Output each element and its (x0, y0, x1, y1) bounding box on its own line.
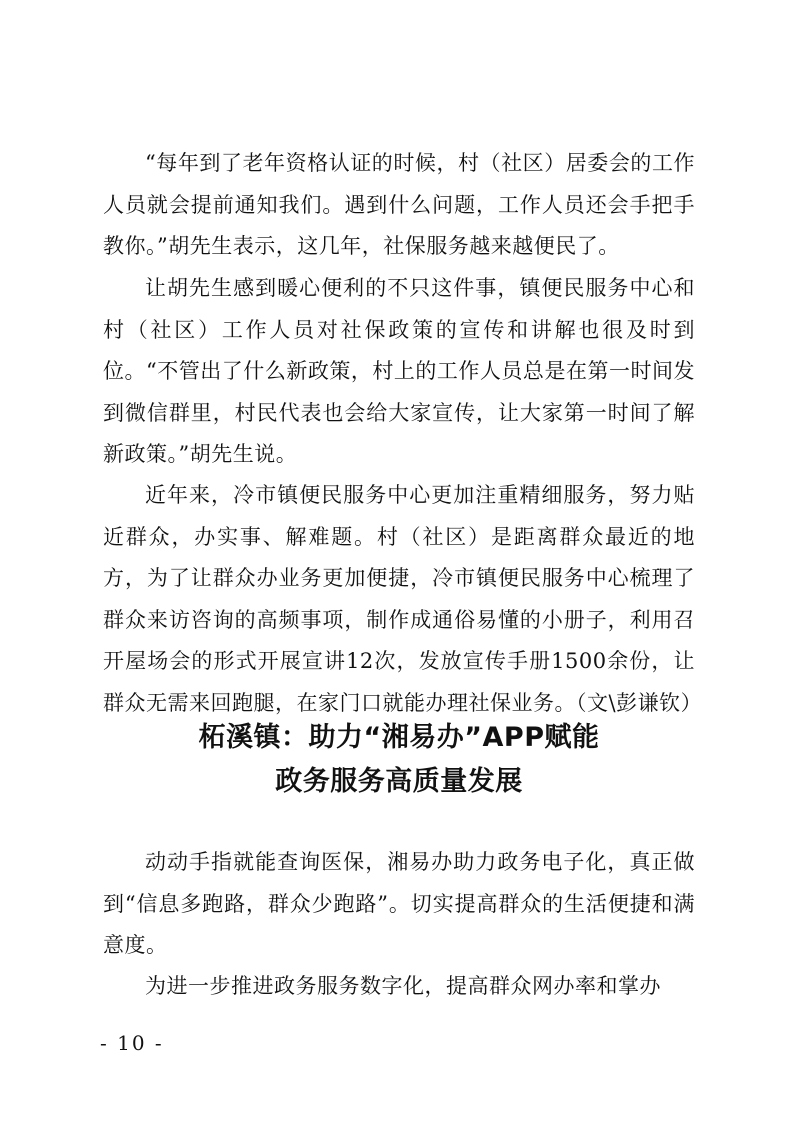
paragraph-policy-publicity: 让胡先生感到暖心便利的不只这件事，镇便民服务中心和村（社区）工作人员对社保政策的宣传和讲解也很及时到位。“不管出了什么新政策，村上的工作人员总是在第一时间发到微信群里，村民代表也会给大家宣传，让大家第一时间了解新政策。”胡先生说。 (103, 276, 695, 466)
paragraph-app-intro: 动动手指就能查询医保，湘易办助力政务电子化，真正做到“信息多跑路，群众少跑路”。切实提高群众的生活便捷和满意度。 (103, 850, 695, 957)
section-heading-line2: 政务服务高质量发展 (275, 766, 523, 797)
paragraph-certification-notice: “每年到了老年资格认证的时候，村（社区）居委会的工作人员就会提前通知我们。遇到什么问题，工作人员还会手把手教你。”胡先生表示，这几年，社保服务越来越便民了。 (103, 151, 695, 258)
paragraph-service-center: 近年来，冷市镇便民服务中心更加注重精细服务，努力贴近群众，办实事、解难题。村（社区）是距离群众最近的地方，为了让群众办业务更加便捷，冷市镇便民服务中心梳理了群众来访咨询的高频事项，制作成通俗易懂的小册子，利用召开屋场会的形式开展宣讲12次，发放宣传手册1500余份，让群众无需来回跑腿，在家门口就能办理社保业务。（文\彭谦钦） (103, 483, 703, 715)
page-number: - 10 - (100, 1031, 164, 1055)
paragraph-digitization: 为进一步推进政务服务数字化，提高群众网办率和掌办 (145, 974, 661, 998)
section-heading-line1: 柘溪镇：助力“湘易办”APP赋能 (198, 722, 600, 753)
